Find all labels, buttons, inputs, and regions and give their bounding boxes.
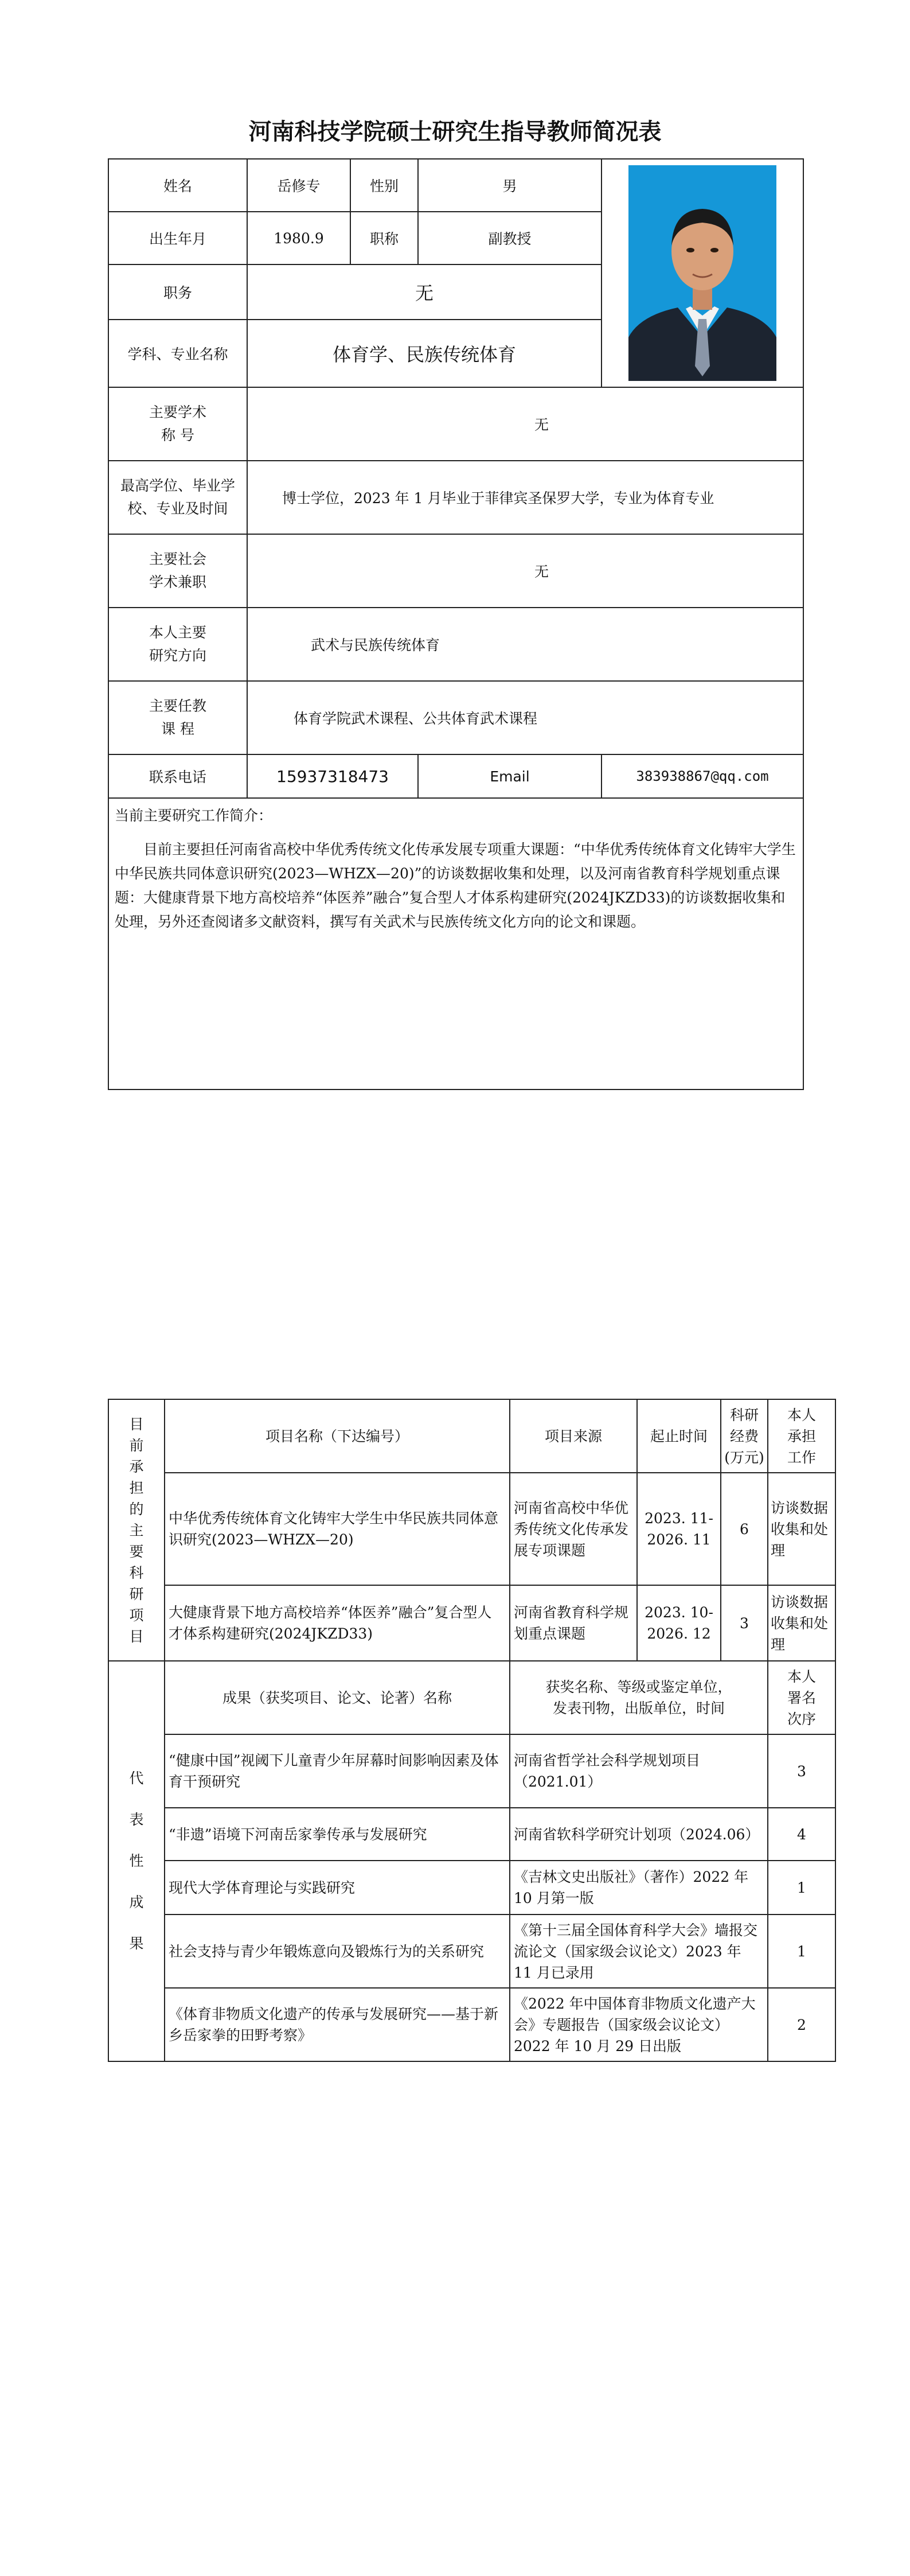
courses-label: 主要任教 课 程 <box>108 681 247 754</box>
achievement-name: “非遗”语境下河南岳家拳传承与发展研究 <box>165 1808 510 1861</box>
project-source: 河南省高校中华优秀传统文化传承发展专项课题 <box>510 1473 637 1585</box>
project-role: 访谈数据收集和处理 <box>768 1585 835 1661</box>
achievement-row <box>108 1988 835 2061</box>
project-name: 中华优秀传统体育文化铸牢大学生中华民族共同体意识研究(2023—WHZX—20) <box>165 1473 510 1585</box>
project-funding: 6 <box>721 1473 768 1585</box>
achievement-order: 1 <box>768 1861 835 1915</box>
achievement-order-header: 本人 署名 次序 <box>768 1661 835 1734</box>
projects-achievements-table <box>108 1399 836 2062</box>
achievement-name: 现代大学体育理论与实践研究 <box>165 1861 510 1915</box>
achievement-row <box>108 1915 835 1988</box>
achievement-row <box>108 1861 835 1915</box>
academic-title-value: 无 <box>247 387 803 461</box>
achievement-row <box>108 1808 835 1861</box>
achievement-name: 《体育非物质文化遗产的传承与发展研究——基于新乡岳家拳的田野考察》 <box>165 1988 510 2061</box>
project-source-header: 项目来源 <box>510 1399 637 1473</box>
email-value: 383938867@qq.com <box>602 754 803 798</box>
achievement-name: 社会支持与青少年锻炼意向及锻炼行为的关系研究 <box>165 1915 510 1988</box>
achievement-row <box>108 1734 835 1808</box>
project-role-header: 本人 承担 工作 <box>768 1399 835 1473</box>
name-label: 姓名 <box>108 159 247 212</box>
achievement-award-header: 获奖名称、等级或鉴定单位， 发表刊物，出版单位，时间 <box>510 1661 768 1734</box>
achievement-award: 河南省哲学社会科学规划项目（2021.01） <box>510 1734 768 1808</box>
project-period: 2023. 11-2026. 11 <box>637 1473 721 1585</box>
achievement-order: 3 <box>768 1734 835 1808</box>
research-intro <box>108 798 803 1089</box>
discipline-value: 体育学、民族传统体育 <box>247 320 602 387</box>
project-funding: 3 <box>721 1585 768 1661</box>
project-source: 河南省教育科学规划重点课题 <box>510 1585 637 1661</box>
project-row <box>108 1473 835 1585</box>
achievements-side-label: 代 表 性 成 果 <box>108 1661 165 2061</box>
phone-label: 联系电话 <box>108 754 247 798</box>
photo-cell <box>602 159 803 387</box>
gender-label: 性别 <box>350 159 418 212</box>
projects-side-label: 目 前 承 担 的 主 要 科 研 项 目 <box>108 1399 165 1661</box>
achievement-award: 《吉林文史出版社》（著作）2022 年 10 月第一版 <box>510 1861 768 1915</box>
achievement-award: 河南省软科学研究计划项（2024.06） <box>510 1808 768 1861</box>
rank-value: 副教授 <box>418 212 602 264</box>
achievement-order: 1 <box>768 1915 835 1988</box>
rank-label: 职称 <box>350 212 418 264</box>
discipline-label: 学科、专业名称 <box>108 320 247 387</box>
achievement-name: “健康中国”视阈下儿童青少年屏幕时间影响因素及体育干预研究 <box>165 1734 510 1808</box>
post-label: 职务 <box>108 264 247 320</box>
achievement-award: 《第十三届全国体育科学大会》墙报交流论文（国家级会议论文）2023 年 11 月已录用 <box>510 1915 768 1988</box>
research-intro-heading: 当前主要研究工作简介： <box>115 807 273 824</box>
degree-value: 博士学位，2023 年 1 月毕业于菲律宾圣保罗大学，专业为体育专业 <box>247 461 803 534</box>
research-value: 武术与民族传统体育 <box>247 608 803 681</box>
achievement-award: 《2022 年中国体育非物质文化遗产大会》专题报告（国家级会议论文）2022 年 10 月 29 日出版 <box>510 1988 768 2061</box>
social-label: 主要社会 学术兼职 <box>108 534 247 608</box>
project-role: 访谈数据收集和处理 <box>768 1473 835 1585</box>
project-name: 大健康背景下地方高校培养“体医养”融合”复合型人才体系构建研究(2024JKZD33) <box>165 1585 510 1661</box>
birth-value: 1980.9 <box>247 212 350 264</box>
phone-value: 15937318473 <box>247 754 418 798</box>
page-title: 河南科技学院硕士研究生指导教师简况表 <box>248 119 662 145</box>
project-name-header: 项目名称（下达编号） <box>165 1399 510 1473</box>
degree-label: 最高学位、毕业学 校、专业及时间 <box>108 461 247 534</box>
project-period: 2023. 10-2026. 12 <box>637 1585 721 1661</box>
gender-value: 男 <box>418 159 602 212</box>
profile-table <box>108 158 804 1090</box>
project-row <box>108 1585 835 1661</box>
research-label: 本人主要 研究方向 <box>108 608 247 681</box>
social-value: 无 <box>247 534 803 608</box>
post-value: 无 <box>247 264 602 320</box>
project-funding-header: 科研 经费 (万元) <box>721 1399 768 1473</box>
birth-label: 出生年月 <box>108 212 247 264</box>
email-label: Email <box>418 754 602 798</box>
research-intro-body: 目前主要担任河南省高校中华优秀传统文化传承发展专项重大课题：“中华优秀传统体育文化铸牢大学生中华民族共同体意识研究(2023—WHZX—20)”的访谈数据收集和处理，以及河南省教育科学规划重点课题：大健康背景下地方高校培养“体医养”融合”复合型人才体系构建研究(2024JKZD33)的访谈数据收集和处理，另外还查阅诸多文献资料，撰写有关武术与民族传统文化方向的论文和课题。 <box>115 841 796 930</box>
name-value: 岳修专 <box>247 159 350 212</box>
academic-title-label: 主要学术 称 号 <box>108 387 247 461</box>
project-period-header: 起止时间 <box>637 1399 721 1473</box>
portrait-photo <box>628 165 776 381</box>
achievement-order: 2 <box>768 1988 835 2061</box>
achievement-name-header: 成果（获奖项目、论文、论著）名称 <box>165 1661 510 1734</box>
achievement-order: 4 <box>768 1808 835 1861</box>
courses-value: 体育学院武术课程、公共体育武术课程 <box>247 681 803 754</box>
